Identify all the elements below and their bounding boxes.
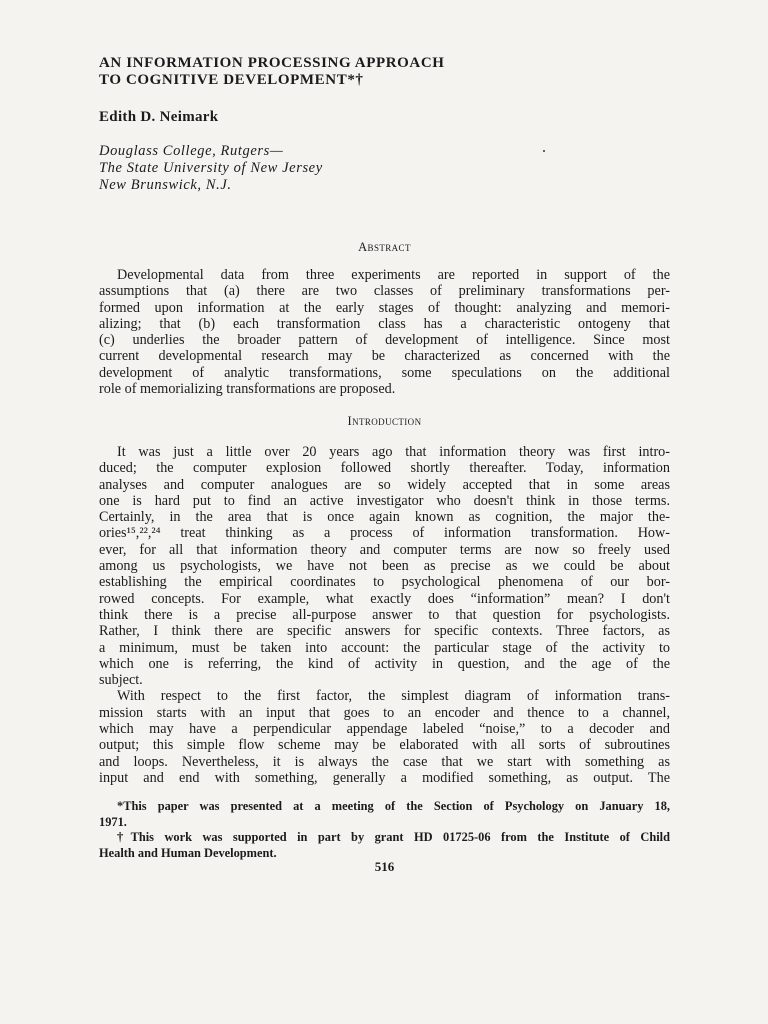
intro-line: output; this simple flow scheme may be elaborated with all sorts of subroutines bbox=[99, 737, 670, 754]
intro-line: ever, for all that information theory and computer terms are now so freely used bbox=[99, 541, 670, 558]
intro-line: Rather, I think there are specific answers for specific contexts. Three factors, as bbox=[99, 623, 670, 640]
intro-line: and loops. Nevertheless, it is always the case that we start with something as bbox=[99, 753, 670, 770]
abstract-line: (c) underlies the broader pattern of development of intelligence. Since most bbox=[99, 332, 670, 349]
intro-line: among us psychologists, we have not been as precise as we could be about bbox=[99, 558, 670, 575]
abstract-line: alizing; that (b) each transformation class has a characteristic ontogeny that bbox=[99, 315, 670, 332]
abstract-line: formed upon information at the early stages of thought: analyzing and memori- bbox=[99, 299, 670, 316]
author-name: Edith D. Neimark bbox=[99, 109, 219, 125]
intro-line: a minimum, must be taken into account: the particular stage of the activity to bbox=[99, 639, 670, 656]
intro-line: think there is a precise all-purpose answer to that question for psychologists. bbox=[99, 606, 670, 623]
intro-line: which may have a perpendicular appendage labeled “noise,” to a decoder and bbox=[99, 721, 670, 738]
intro-line: analyses and computer analogues are so widely accepted that in some areas bbox=[99, 476, 670, 493]
footnote-line: Health and Human Development. bbox=[99, 845, 277, 860]
introduction-body bbox=[99, 444, 670, 786]
affiliation-line-2: The State University of New Jersey bbox=[99, 160, 323, 176]
abstract-line: Developmental data from three experiments are reported in support of the bbox=[117, 267, 670, 283]
title-line-2: TO COGNITIVE DEVELOPMENT*† bbox=[99, 72, 364, 88]
stray-dot-mark bbox=[543, 150, 545, 152]
abstract-body bbox=[99, 267, 670, 397]
intro-line: establishing the empirical coordinates to psychological phenomena of our bor- bbox=[99, 574, 670, 591]
intro-line: input and end with something, generally a modified something, as output. The bbox=[99, 769, 670, 786]
author-affiliation bbox=[99, 143, 323, 194]
abstract-line: development of analytic transformations, some speculations on the additional bbox=[99, 364, 670, 381]
intro-line: one is hard put to find an active investigator who doesn't think in those terms. bbox=[99, 492, 670, 509]
footnote-line: *This paper was presented at a meeting of the Section of Psychology on January 18, bbox=[117, 799, 670, 813]
intro-line: mission starts with an input that goes to an encoder and thence to a channel, bbox=[99, 704, 670, 721]
footnote-line: 1971. bbox=[99, 814, 127, 829]
page-number: 516 bbox=[374, 859, 395, 874]
abstract-line: current developmental research may be characterized as concerned with the bbox=[99, 348, 670, 365]
intro-line: which one is referring, the kind of activity in question, and the age of the bbox=[99, 655, 670, 672]
intro-line: subject. bbox=[99, 672, 143, 689]
footnotes bbox=[99, 799, 670, 861]
intro-line: Certainly, in the area that is once again known as cognition, the major the- bbox=[99, 509, 670, 526]
article-title bbox=[99, 55, 659, 89]
affiliation-line-1: Douglass College, Rutgers— bbox=[99, 143, 284, 159]
intro-line: ories¹⁵,²²,²⁴ treat thinking as a process of information transformation. How- bbox=[99, 525, 670, 542]
intro-line: It was just a little over 20 years ago that information theory was first intro- bbox=[117, 444, 670, 460]
abstract-heading: Abstract bbox=[358, 240, 411, 254]
intro-line: rowed concepts. For example, what exactly does “information” mean? I don't bbox=[99, 590, 670, 607]
footnote-line: †This work was supported in part by grant HD 01725-06 from the Institute of Child bbox=[117, 830, 670, 844]
abstract-line: assumptions that (a) there are two classes of preliminary transformations per- bbox=[99, 283, 670, 300]
intro-line: With respect to the first factor, the simplest diagram of information trans- bbox=[117, 688, 670, 705]
affiliation-line-3: New Brunswick, N.J. bbox=[99, 177, 232, 193]
introduction-heading: Introduction bbox=[347, 414, 422, 428]
intro-line: duced; the computer explosion followed shortly thereafter. Today, information bbox=[99, 460, 670, 477]
abstract-line: role of memorializing transformations are proposed. bbox=[99, 381, 396, 398]
title-line-1: AN INFORMATION PROCESSING APPROACH bbox=[99, 55, 445, 71]
